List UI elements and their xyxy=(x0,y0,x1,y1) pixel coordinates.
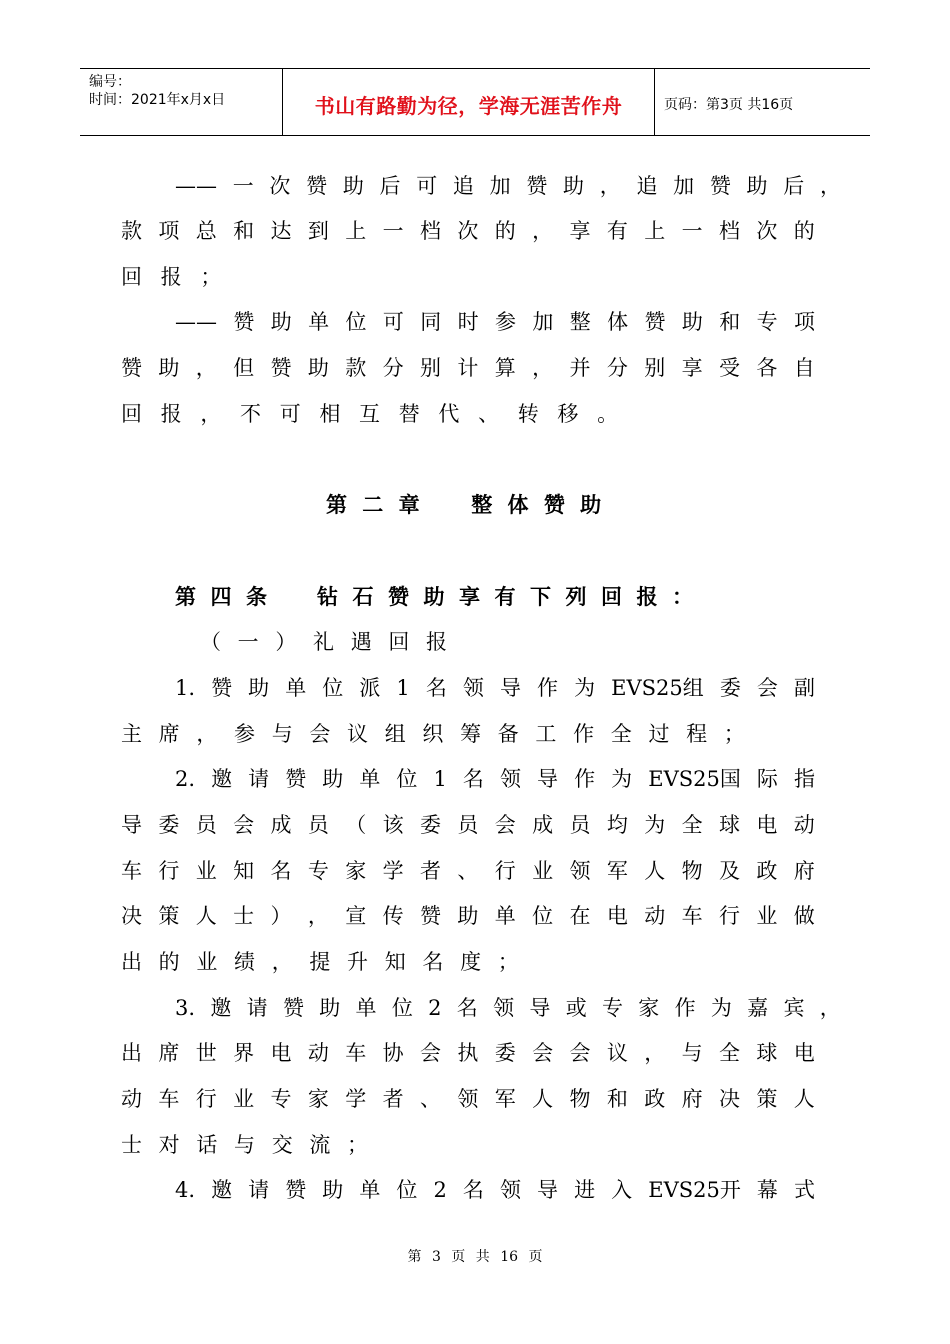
body-line: —— 赞 助 单 位 可 同 时 参 加 整 体 赞 助 和 专 项 xyxy=(175,310,815,334)
body-line: 回 报 ； xyxy=(121,265,222,289)
body-line: 3. 邀 请 赞 助 单 位 2 名 领 导 或 专 家 作 为 嘉 宾 ， xyxy=(175,996,841,1020)
body-line: 赞 助 ， 但 赞 助 款 分 别 计 算 ， 并 分 别 享 受 各 自 xyxy=(121,356,815,380)
chapter-heading: 第 二 章 整 体 赞 助 xyxy=(326,493,602,517)
body-line: 4. 邀 请 赞 助 单 位 2 名 领 导 进 入 EVS25开 幕 式 xyxy=(175,1178,815,1202)
header-page-number: 页码：第3页 共16页 xyxy=(664,97,794,113)
body-line: 1. 赞 助 单 位 派 1 名 领 导 作 为 EVS25组 委 会 副 xyxy=(175,676,815,700)
body-line: 回 报 ， 不 可 相 互 替 代 、 转 移 。 xyxy=(121,402,619,426)
header-page-cell xyxy=(655,69,870,135)
page-header xyxy=(80,68,870,136)
header-info-cell xyxy=(80,69,283,135)
body-line: 出 席 世 界 电 动 车 协 会 执 委 会 会 议 ， 与 全 球 电 xyxy=(121,1041,815,1065)
body-line: —— 一 次 赞 助 后 可 追 加 赞 助 ， 追 加 赞 助 后 ， xyxy=(175,174,841,198)
body-line: 动 车 行 业 专 家 学 者 、 领 军 人 物 和 政 府 决 策 人 xyxy=(121,1087,815,1111)
header-motto-cell xyxy=(283,69,655,135)
document-time-label: 时间：2021年x月x日 xyxy=(89,92,226,108)
body-line: 导 委 员 会 成 员 （ 该 委 员 会 成 员 均 为 全 球 电 动 xyxy=(121,813,815,837)
body-line: 2. 邀 请 赞 助 单 位 1 名 领 导 作 为 EVS25国 际 指 xyxy=(175,767,815,791)
body-line: 出 的 业 绩 ， 提 升 知 名 度 ； xyxy=(121,950,519,974)
header-motto: 书山有路勤为径，学海无涯苦作舟 xyxy=(314,93,623,118)
body-line: 决 策 人 士 ） ， 宣 传 赞 助 单 位 在 电 动 车 行 业 做 xyxy=(121,904,815,928)
document-number-label: 编号： xyxy=(89,74,131,90)
body-line: 款 项 总 和 达 到 上 一 档 次 的 ， 享 有 上 一 档 次 的 xyxy=(121,219,815,243)
body-line: 主 席 ， 参 与 会 议 组 织 筹 备 工 作 全 过 程 ； xyxy=(121,722,745,746)
article-heading: 第 四 条 钻 石 赞 助 享 有 下 列 回 报 ： xyxy=(175,585,693,609)
body-line: 车 行 业 知 名 专 家 学 者 、 行 业 领 军 人 物 及 政 府 xyxy=(121,859,815,883)
body-line: 士 对 话 与 交 流 ； xyxy=(121,1133,369,1157)
section-heading: （ 一 ） 礼 遇 回 报 xyxy=(200,630,448,654)
page-footer: 第 3 页 共 16 页 xyxy=(407,1249,543,1265)
